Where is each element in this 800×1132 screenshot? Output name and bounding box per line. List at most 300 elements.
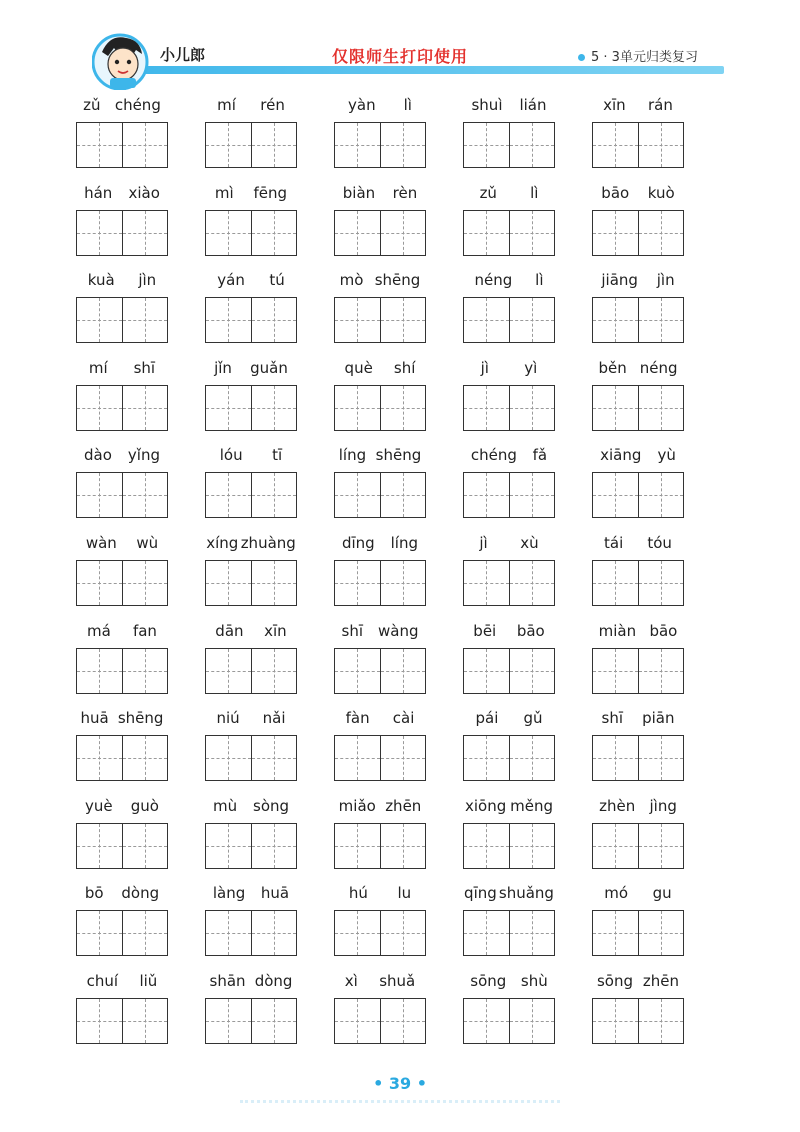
word-exercise-item bbox=[330, 705, 459, 793]
character-writing-box[interactable] bbox=[334, 472, 426, 518]
pinyin-syllable-1: biàn bbox=[342, 183, 376, 202]
character-writing-box[interactable] bbox=[592, 910, 684, 956]
tianzige-cell[interactable] bbox=[77, 999, 122, 1043]
pinyin-label bbox=[76, 271, 168, 289]
pinyin-syllable-1: dān bbox=[215, 621, 244, 640]
tianzige-cell[interactable] bbox=[251, 123, 297, 167]
character-writing-box[interactable] bbox=[205, 910, 297, 956]
pinyin-label bbox=[76, 972, 168, 990]
pinyin-syllable-2: bāo bbox=[649, 621, 678, 640]
tianzige-cell[interactable] bbox=[380, 561, 426, 605]
character-writing-box[interactable] bbox=[76, 560, 168, 606]
pinyin-label bbox=[76, 359, 168, 377]
tianzige-cell[interactable] bbox=[509, 211, 555, 255]
word-exercise-item bbox=[330, 793, 459, 881]
word-exercise-item bbox=[201, 442, 330, 530]
word-exercise-item bbox=[330, 968, 459, 1056]
pinyin-label bbox=[205, 534, 297, 552]
character-writing-box[interactable] bbox=[205, 735, 297, 781]
character-writing-box[interactable] bbox=[592, 823, 684, 869]
tianzige-cell[interactable] bbox=[638, 211, 684, 255]
tianzige-cell[interactable] bbox=[464, 298, 509, 342]
tianzige-cell[interactable] bbox=[638, 123, 684, 167]
pinyin-syllable-2: rèn bbox=[392, 183, 418, 202]
pinyin-label bbox=[334, 271, 426, 289]
pinyin-label bbox=[334, 797, 426, 815]
pinyin-label bbox=[334, 96, 426, 114]
word-exercise-item bbox=[330, 880, 459, 968]
tianzige-cell[interactable] bbox=[77, 911, 122, 955]
tianzige-cell[interactable] bbox=[464, 473, 509, 517]
pinyin-syllable-2: cài bbox=[392, 709, 415, 728]
tianzige-cell[interactable] bbox=[509, 298, 555, 342]
tianzige-cell[interactable] bbox=[122, 649, 168, 693]
character-writing-box[interactable] bbox=[76, 385, 168, 431]
character-writing-box[interactable] bbox=[334, 385, 426, 431]
pinyin-syllable-2: shí bbox=[393, 358, 416, 377]
pinyin-syllable-1: shī bbox=[601, 709, 624, 728]
character-writing-box[interactable] bbox=[334, 648, 426, 694]
tianzige-cell[interactable] bbox=[251, 386, 297, 430]
word-exercise-item bbox=[72, 355, 201, 443]
word-exercise-item bbox=[588, 442, 717, 530]
tianzige-cell[interactable] bbox=[122, 999, 168, 1043]
tianzige-cell[interactable] bbox=[335, 911, 380, 955]
pinyin-syllable-2: fan bbox=[132, 621, 157, 640]
tianzige-cell[interactable] bbox=[464, 123, 509, 167]
tianzige-cell[interactable] bbox=[593, 211, 638, 255]
tianzige-cell[interactable] bbox=[122, 123, 168, 167]
character-writing-box[interactable] bbox=[205, 122, 297, 168]
pinyin-syllable-2: zhuàng bbox=[240, 533, 296, 552]
word-exercise-item bbox=[72, 92, 201, 180]
tianzige-cell[interactable] bbox=[335, 123, 380, 167]
pinyin-syllable-2: dòng bbox=[121, 884, 160, 903]
tianzige-cell[interactable] bbox=[593, 824, 638, 868]
pinyin-syllable-2: wù bbox=[136, 533, 159, 552]
character-writing-box[interactable] bbox=[592, 735, 684, 781]
word-exercise-item bbox=[201, 92, 330, 180]
tianzige-cell[interactable] bbox=[251, 824, 297, 868]
tianzige-cell[interactable] bbox=[593, 999, 638, 1043]
tianzige-cell[interactable] bbox=[638, 649, 684, 693]
header-accent-bar bbox=[100, 66, 724, 74]
pinyin-label bbox=[592, 622, 684, 640]
tianzige-cell[interactable] bbox=[380, 824, 426, 868]
tianzige-cell[interactable] bbox=[77, 649, 122, 693]
character-writing-box[interactable] bbox=[463, 998, 555, 1044]
pinyin-label bbox=[592, 271, 684, 289]
character-writing-box[interactable] bbox=[205, 297, 297, 343]
pinyin-syllable-2: jìng bbox=[649, 796, 677, 815]
pinyin-label bbox=[463, 446, 555, 464]
pinyin-label bbox=[205, 797, 297, 815]
tianzige-cell[interactable] bbox=[593, 386, 638, 430]
pinyin-label bbox=[592, 359, 684, 377]
character-writing-box[interactable] bbox=[205, 210, 297, 256]
tianzige-cell[interactable] bbox=[335, 824, 380, 868]
pinyin-label bbox=[76, 534, 168, 552]
pinyin-syllable-2: shī bbox=[133, 358, 156, 377]
pinyin-syllable-1: yán bbox=[217, 271, 245, 290]
pinyin-label bbox=[76, 622, 168, 640]
tianzige-cell[interactable] bbox=[122, 736, 168, 780]
character-writing-box[interactable] bbox=[592, 648, 684, 694]
tianzige-cell[interactable] bbox=[464, 561, 509, 605]
pinyin-label bbox=[334, 709, 426, 727]
tianzige-cell[interactable] bbox=[593, 649, 638, 693]
bullet-dot-icon bbox=[578, 54, 585, 61]
character-writing-box[interactable] bbox=[592, 122, 684, 168]
pinyin-syllable-2: lián bbox=[519, 96, 547, 114]
tianzige-cell[interactable] bbox=[509, 386, 555, 430]
tianzige-cell[interactable] bbox=[206, 824, 251, 868]
pinyin-syllable-1: mí bbox=[217, 96, 236, 114]
tianzige-cell[interactable] bbox=[122, 561, 168, 605]
tianzige-cell[interactable] bbox=[206, 386, 251, 430]
tianzige-cell[interactable] bbox=[335, 298, 380, 342]
tianzige-cell[interactable] bbox=[593, 911, 638, 955]
pinyin-syllable-2: yǐng bbox=[127, 446, 160, 465]
pinyin-syllable-1: mì bbox=[214, 183, 234, 202]
character-writing-box[interactable] bbox=[592, 998, 684, 1044]
tianzige-cell[interactable] bbox=[77, 123, 122, 167]
pinyin-label bbox=[463, 884, 555, 902]
character-writing-box[interactable] bbox=[463, 472, 555, 518]
brand-name: 小儿郎 bbox=[160, 46, 206, 64]
tianzige-cell[interactable] bbox=[464, 736, 509, 780]
pinyin-syllable-1: jǐn bbox=[214, 358, 232, 377]
pinyin-label bbox=[76, 709, 168, 727]
word-exercise-item bbox=[459, 880, 588, 968]
pinyin-syllable-2: lì bbox=[535, 271, 544, 290]
tianzige-cell[interactable] bbox=[251, 298, 297, 342]
tianzige-cell[interactable] bbox=[251, 561, 297, 605]
pinyin-label bbox=[463, 622, 555, 640]
word-exercise-item bbox=[588, 618, 717, 706]
tianzige-cell[interactable] bbox=[380, 999, 426, 1043]
pinyin-syllable-2: néng bbox=[639, 358, 678, 377]
tianzige-cell[interactable] bbox=[251, 999, 297, 1043]
pinyin-syllable-1: mò bbox=[339, 271, 364, 290]
pinyin-label bbox=[205, 271, 297, 289]
tianzige-cell[interactable] bbox=[335, 999, 380, 1043]
character-writing-box[interactable] bbox=[334, 297, 426, 343]
word-exercise-item bbox=[588, 968, 717, 1056]
tianzige-cell[interactable] bbox=[509, 999, 555, 1043]
character-writing-box[interactable] bbox=[592, 210, 684, 256]
pinyin-syllable-2: lì bbox=[403, 96, 412, 114]
character-writing-box[interactable] bbox=[76, 297, 168, 343]
character-writing-box[interactable] bbox=[76, 210, 168, 256]
pinyin-syllable-1: zhèn bbox=[599, 796, 636, 815]
character-writing-box[interactable] bbox=[592, 472, 684, 518]
tianzige-cell[interactable] bbox=[206, 473, 251, 517]
pinyin-label bbox=[592, 446, 684, 464]
word-exercise-item bbox=[588, 880, 717, 968]
pinyin-syllable-2: liǔ bbox=[139, 971, 158, 990]
tianzige-cell[interactable] bbox=[206, 649, 251, 693]
tianzige-cell[interactable] bbox=[509, 561, 555, 605]
word-exercise-item bbox=[588, 180, 717, 268]
tianzige-cell[interactable] bbox=[122, 298, 168, 342]
character-writing-box[interactable] bbox=[205, 385, 297, 431]
character-writing-box[interactable] bbox=[334, 122, 426, 168]
pinyin-label bbox=[592, 534, 684, 552]
pinyin-syllable-2: shēng bbox=[374, 271, 421, 290]
word-exercise-item bbox=[201, 880, 330, 968]
pinyin-syllable-2: chéng bbox=[114, 96, 161, 114]
word-exercise-item bbox=[459, 793, 588, 881]
pinyin-syllable-2: zhēn bbox=[385, 796, 422, 815]
tianzige-cell[interactable] bbox=[464, 386, 509, 430]
character-writing-box[interactable] bbox=[592, 297, 684, 343]
word-exercise-item bbox=[201, 705, 330, 793]
pinyin-syllable-2: zhēn bbox=[642, 971, 680, 990]
character-writing-box[interactable] bbox=[463, 823, 555, 869]
pinyin-syllable-2: shuǎng bbox=[498, 884, 554, 903]
tianzige-cell[interactable] bbox=[380, 911, 426, 955]
tianzige-cell[interactable] bbox=[380, 736, 426, 780]
pinyin-syllable-1: làng bbox=[212, 884, 246, 903]
pinyin-syllable-2: yù bbox=[657, 446, 676, 465]
tianzige-cell[interactable] bbox=[464, 649, 509, 693]
character-writing-box[interactable] bbox=[76, 910, 168, 956]
tianzige-cell[interactable] bbox=[122, 211, 168, 255]
pinyin-syllable-1: bō bbox=[84, 884, 104, 903]
tianzige-cell[interactable] bbox=[122, 473, 168, 517]
tianzige-cell[interactable] bbox=[638, 473, 684, 517]
character-writing-box[interactable] bbox=[334, 210, 426, 256]
tianzige-cell[interactable] bbox=[509, 473, 555, 517]
character-writing-box[interactable] bbox=[205, 560, 297, 606]
tianzige-cell[interactable] bbox=[380, 298, 426, 342]
tianzige-cell[interactable] bbox=[77, 561, 122, 605]
pinyin-syllable-1: shuì bbox=[471, 96, 503, 114]
pinyin-syllable-2: gǔ bbox=[523, 709, 543, 728]
tianzige-cell[interactable] bbox=[206, 911, 251, 955]
tianzige-cell[interactable] bbox=[77, 473, 122, 517]
tianzige-cell[interactable] bbox=[335, 211, 380, 255]
tianzige-cell[interactable] bbox=[206, 736, 251, 780]
pinyin-label bbox=[205, 972, 297, 990]
pinyin-label bbox=[205, 446, 297, 464]
pinyin-syllable-2: huā bbox=[260, 884, 290, 903]
pinyin-label bbox=[592, 184, 684, 202]
character-writing-box[interactable] bbox=[592, 560, 684, 606]
pinyin-syllable-2: wàng bbox=[378, 621, 419, 640]
tianzige-cell[interactable] bbox=[251, 649, 297, 693]
tianzige-cell[interactable] bbox=[122, 824, 168, 868]
tianzige-cell[interactable] bbox=[509, 824, 555, 868]
tianzige-cell[interactable] bbox=[77, 386, 122, 430]
word-exercise-item bbox=[201, 267, 330, 355]
tianzige-cell[interactable] bbox=[251, 736, 297, 780]
pinyin-syllable-2: lì bbox=[530, 183, 539, 202]
pinyin-syllable-1: fàn bbox=[345, 709, 370, 728]
pinyin-label bbox=[334, 884, 426, 902]
word-exercise-item bbox=[72, 530, 201, 618]
tianzige-cell[interactable] bbox=[593, 473, 638, 517]
tianzige-cell[interactable] bbox=[335, 736, 380, 780]
character-writing-box[interactable] bbox=[334, 823, 426, 869]
pinyin-syllable-1: sōng bbox=[470, 971, 507, 990]
pinyin-syllable-1: líng bbox=[338, 446, 367, 465]
pinyin-syllable-1: miǎo bbox=[338, 796, 376, 815]
pinyin-syllable-1: běn bbox=[598, 358, 627, 377]
pinyin-label bbox=[463, 359, 555, 377]
tianzige-cell[interactable] bbox=[251, 211, 297, 255]
tianzige-cell[interactable] bbox=[509, 911, 555, 955]
character-writing-box[interactable] bbox=[76, 735, 168, 781]
pinyin-label bbox=[592, 884, 684, 902]
character-writing-box[interactable] bbox=[76, 122, 168, 168]
word-exercise-item bbox=[588, 355, 717, 443]
character-writing-box[interactable] bbox=[334, 910, 426, 956]
character-writing-box[interactable] bbox=[205, 472, 297, 518]
pinyin-label bbox=[334, 534, 426, 552]
character-writing-box[interactable] bbox=[463, 560, 555, 606]
print-watermark-title: 仅限师生打印使用 bbox=[331, 47, 468, 66]
tianzige-cell[interactable] bbox=[122, 386, 168, 430]
word-exercise-item bbox=[201, 618, 330, 706]
character-writing-box[interactable] bbox=[205, 823, 297, 869]
word-exercise-item bbox=[201, 968, 330, 1056]
pinyin-label bbox=[76, 446, 168, 464]
word-exercise-item bbox=[72, 705, 201, 793]
tianzige-cell[interactable] bbox=[638, 999, 684, 1043]
tianzige-cell[interactable] bbox=[638, 824, 684, 868]
pinyin-syllable-1: chuí bbox=[86, 971, 119, 990]
tianzige-cell[interactable] bbox=[593, 561, 638, 605]
tianzige-cell[interactable] bbox=[206, 561, 251, 605]
pinyin-syllable-1: sōng bbox=[596, 971, 633, 990]
word-exercise-item bbox=[588, 705, 717, 793]
tianzige-cell[interactable] bbox=[206, 298, 251, 342]
character-writing-box[interactable] bbox=[205, 998, 297, 1044]
pinyin-syllable-1: yàn bbox=[348, 96, 376, 114]
pinyin-syllable-2: lu bbox=[397, 884, 412, 903]
character-writing-box[interactable] bbox=[76, 998, 168, 1044]
tianzige-cell[interactable] bbox=[77, 211, 122, 255]
word-exercise-item bbox=[459, 968, 588, 1056]
character-writing-box[interactable] bbox=[76, 648, 168, 694]
tianzige-cell[interactable] bbox=[206, 211, 251, 255]
tianzige-cell[interactable] bbox=[380, 211, 426, 255]
character-writing-box[interactable] bbox=[463, 910, 555, 956]
pinyin-syllable-2: kuò bbox=[647, 183, 675, 202]
tianzige-cell[interactable] bbox=[335, 649, 380, 693]
pinyin-syllable-1: jiāng bbox=[601, 271, 638, 290]
pinyin-label bbox=[205, 96, 297, 114]
tianzige-cell[interactable] bbox=[122, 911, 168, 955]
pinyin-label bbox=[334, 972, 426, 990]
character-writing-box[interactable] bbox=[463, 210, 555, 256]
pinyin-syllable-2: xù bbox=[520, 533, 539, 552]
pinyin-syllable-2: xiào bbox=[128, 183, 160, 202]
character-writing-box[interactable] bbox=[463, 385, 555, 431]
pinyin-syllable-2: bāo bbox=[516, 621, 545, 640]
character-writing-box[interactable] bbox=[334, 560, 426, 606]
pinyin-syllable-2: líng bbox=[390, 533, 419, 552]
tianzige-cell[interactable] bbox=[509, 649, 555, 693]
tianzige-cell[interactable] bbox=[251, 473, 297, 517]
character-writing-box[interactable] bbox=[463, 648, 555, 694]
word-exercise-item bbox=[588, 267, 717, 355]
tianzige-cell[interactable] bbox=[206, 123, 251, 167]
tianzige-cell[interactable] bbox=[464, 824, 509, 868]
word-exercise-item bbox=[330, 530, 459, 618]
tianzige-cell[interactable] bbox=[335, 561, 380, 605]
tianzige-cell[interactable] bbox=[335, 473, 380, 517]
tianzige-cell[interactable] bbox=[251, 911, 297, 955]
pinyin-label bbox=[76, 797, 168, 815]
tianzige-cell[interactable] bbox=[206, 999, 251, 1043]
tianzige-cell[interactable] bbox=[638, 386, 684, 430]
tianzige-cell[interactable] bbox=[77, 736, 122, 780]
pinyin-syllable-1: tái bbox=[604, 533, 624, 552]
pinyin-syllable-1: lóu bbox=[219, 446, 243, 465]
tianzige-cell[interactable] bbox=[593, 298, 638, 342]
pinyin-syllable-1: dào bbox=[84, 446, 112, 465]
pinyin-syllable-1: què bbox=[344, 358, 373, 377]
tianzige-cell[interactable] bbox=[77, 824, 122, 868]
tianzige-cell[interactable] bbox=[77, 298, 122, 342]
pinyin-label bbox=[592, 797, 684, 815]
word-exercise-item bbox=[459, 442, 588, 530]
tianzige-cell[interactable] bbox=[380, 473, 426, 517]
tianzige-cell[interactable] bbox=[593, 736, 638, 780]
page-number: • 39 • bbox=[373, 1074, 427, 1093]
character-writing-box[interactable] bbox=[463, 122, 555, 168]
tianzige-cell[interactable] bbox=[509, 736, 555, 780]
character-writing-box[interactable] bbox=[76, 472, 168, 518]
pinyin-label bbox=[463, 797, 555, 815]
pinyin-syllable-1: zǔ bbox=[83, 96, 101, 114]
pinyin-label bbox=[76, 884, 168, 902]
character-writing-box[interactable] bbox=[334, 735, 426, 781]
footer-decoration bbox=[240, 1100, 560, 1113]
tianzige-cell[interactable] bbox=[464, 911, 509, 955]
character-writing-box[interactable] bbox=[463, 297, 555, 343]
tianzige-cell[interactable] bbox=[638, 911, 684, 955]
pinyin-label bbox=[205, 622, 297, 640]
tianzige-cell[interactable] bbox=[638, 298, 684, 342]
tianzige-cell[interactable] bbox=[638, 561, 684, 605]
tianzige-cell[interactable] bbox=[335, 386, 380, 430]
pinyin-syllable-1: kuà bbox=[87, 271, 115, 290]
tianzige-cell[interactable] bbox=[509, 123, 555, 167]
pinyin-label bbox=[205, 359, 297, 377]
pinyin-syllable-2: měng bbox=[510, 796, 554, 815]
tianzige-cell[interactable] bbox=[464, 211, 509, 255]
tianzige-cell[interactable] bbox=[380, 649, 426, 693]
pinyin-syllable-1: mó bbox=[604, 884, 629, 903]
tianzige-cell[interactable] bbox=[464, 999, 509, 1043]
character-writing-box[interactable] bbox=[76, 823, 168, 869]
tianzige-cell[interactable] bbox=[380, 386, 426, 430]
tianzige-cell[interactable] bbox=[638, 736, 684, 780]
tianzige-cell[interactable] bbox=[380, 123, 426, 167]
character-writing-box[interactable] bbox=[205, 648, 297, 694]
pinyin-syllable-2: xīn bbox=[264, 621, 287, 640]
word-exercise-item bbox=[459, 618, 588, 706]
character-writing-box[interactable] bbox=[592, 385, 684, 431]
character-writing-box[interactable] bbox=[334, 998, 426, 1044]
word-exercise-item bbox=[330, 267, 459, 355]
tianzige-cell[interactable] bbox=[593, 123, 638, 167]
character-writing-box[interactable] bbox=[463, 735, 555, 781]
